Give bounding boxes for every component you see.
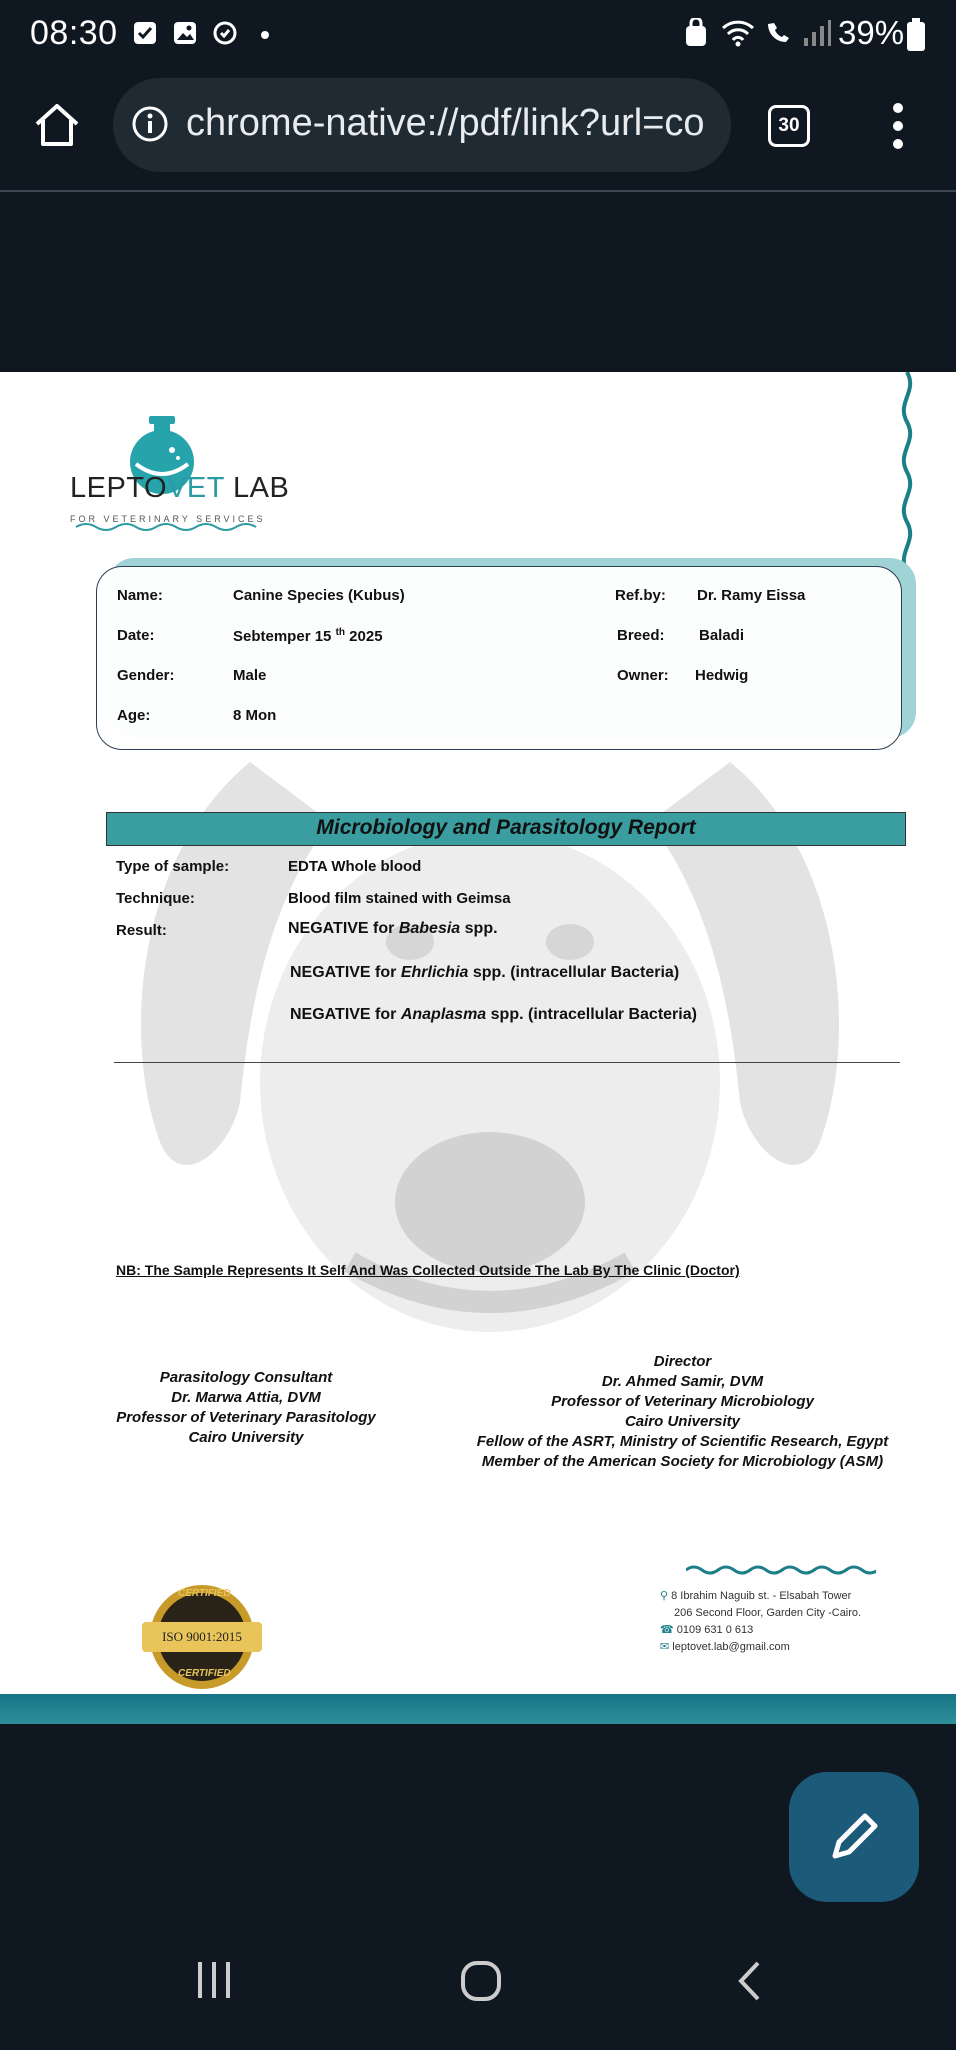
pdf-page[interactable] [0,372,956,1700]
home-icon[interactable] [32,100,82,150]
toolbar-divider [0,190,956,192]
pencil-icon [825,1808,883,1866]
edit-fab-button[interactable] [789,1772,919,1902]
gender-label: Gender: [117,667,175,684]
breed-label: Breed: [617,627,665,644]
name-value: Canine Species (Kubus) [233,587,405,604]
battery-percent: 39% [838,14,905,51]
report-title: Microbiology and Parasitology Report [316,816,696,839]
owner-value: Hedwig [695,667,749,684]
checkbox-notification-icon [132,20,158,46]
technique-value: Blood film stained with Geimsa [288,890,511,907]
url-text[interactable]: chrome-native://pdf/link?url=co [186,102,705,144]
age-value: 8 Mon [233,707,277,724]
logo-subtitle: FOR VETERINARY SERVICES [70,514,266,524]
age-label: Age: [117,707,151,724]
badge-bottom-text: CERTIFIED [178,1668,231,1679]
contact-address-1: ⚲ 8 Ibrahim Naguib st. - Elsabah Tower [660,1590,852,1602]
sample-note: NB: The Sample Represents It Self And Was Collected Outside The Lab By The Clinic (Doctor) [116,1262,740,1278]
signal-icon [802,18,832,48]
status-bar [0,0,956,72]
result-label: Result: [116,922,167,939]
contact-info [660,1588,861,1656]
back-nav-icon[interactable] [736,1960,764,2002]
battery-icon [906,18,926,52]
dog-watermark-icon [100,702,880,1402]
badge-top-text: CERTIFIED [178,1588,231,1599]
wifi-icon [720,18,756,48]
sync-notification-icon [212,20,238,46]
recycle-lock-icon [684,18,708,48]
name-label: Name: [117,587,163,604]
technique-label: Technique: [116,890,195,907]
owner-label: Owner: [617,667,669,684]
result-ehrlichia: NEGATIVE for Ehrlichia spp. (intracellular Bacteria) [290,964,680,981]
more-notifications-dot-icon [260,30,270,40]
page-footer-bar [0,1694,956,1724]
patient-info-box [96,566,902,750]
refby-value: Dr. Ramy Eissa [697,587,806,604]
home-nav-icon[interactable] [460,1960,502,2002]
result-babesia: NEGATIVE for Babesia spp. [288,920,498,937]
contact-wave-icon [686,1562,876,1578]
breed-value: Baladi [699,627,745,644]
wifi-calling-icon [762,18,796,48]
logo-wordmark: LEPTOVET LAB [70,472,290,504]
contact-email: ✉ leptovet.lab@gmail.com [660,1641,790,1653]
status-time: 08:30 [30,14,118,52]
contact-phone: ☎ 0109 631 0 613 [660,1624,754,1636]
sample-type-label: Type of sample: [116,858,230,875]
recent-apps-icon[interactable] [196,1960,232,2000]
site-info-icon[interactable] [132,106,168,142]
refby-label: Ref.by: [615,587,666,604]
result-anaplasma: NEGATIVE for Anaplasma spp. (intracellular Bacteria) [290,1006,697,1023]
gallery-notification-icon [172,20,198,46]
contact-address-2: 206 Second Floor, Garden City -Cairo. [674,1607,862,1619]
leptovet-flask-logo-icon [66,392,266,532]
date-label: Date: [117,627,155,644]
tab-switcher-button[interactable]: 30 [768,105,810,147]
report-title-bar [106,812,906,846]
section-divider [114,1062,900,1063]
sample-type-value: EDTA Whole blood [288,858,422,875]
signature-right: Director Dr. Ahmed Samir, DVM Professor of Veterinary Microbiology Cairo University Fellow of the ASRT, Ministry of Scientific Research, Egypt Member of the American Society for Microbiology (ASM) [476,1353,889,1470]
more-options-icon[interactable] [886,102,910,150]
badge-iso-text: ISO 9001:2015 [162,1629,242,1644]
signature-left: Parasitology Consultant Dr. Marwa Attia, DVM Professor of Veterinary Parasitology Cairo University [116,1369,376,1446]
date-value: Sebtemper 15 $^{th}$ 2025 [233,627,383,645]
gender-value: Male [233,667,267,684]
